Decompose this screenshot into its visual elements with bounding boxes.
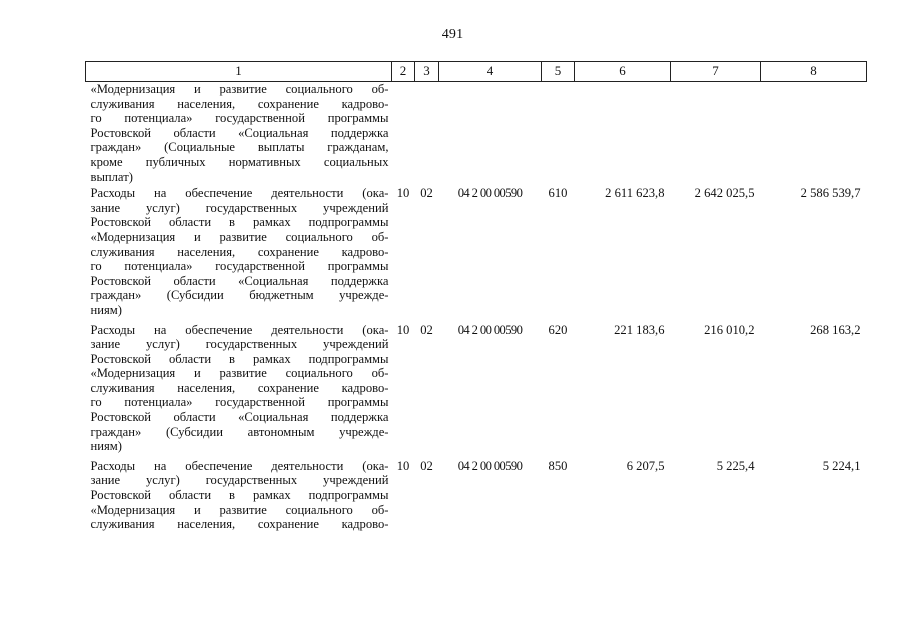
description-line: служивания населения, сохранение кадрово- xyxy=(90,244,389,259)
description-line: «Модернизация и развитие социального об- xyxy=(90,366,389,381)
row-description xyxy=(86,321,392,457)
description-line: го потенциала» государственной программы xyxy=(90,395,389,410)
column-header-7: 7 xyxy=(671,62,761,82)
cell-target-code: 04 2 00 00590 xyxy=(457,458,523,473)
cell-amount-7: 216 010,2 xyxy=(704,322,755,337)
cell-amount-6 xyxy=(575,82,671,185)
page-number: 491 xyxy=(441,27,464,42)
cell-subsection: 02 xyxy=(420,186,433,201)
cell-section xyxy=(392,82,415,185)
cell-expense-type: 610 xyxy=(548,186,568,201)
description-line: ниям) xyxy=(90,302,122,317)
cell-expense-type: 620 xyxy=(548,322,568,337)
description-line: Ростовской области «Социальная поддержка xyxy=(90,410,389,425)
row-description xyxy=(86,457,392,535)
description-line: Ростовской области «Социальная поддержка xyxy=(90,273,389,288)
row-description xyxy=(86,184,392,320)
cell-amount-8 xyxy=(761,82,867,185)
column-header-5: 5 xyxy=(542,62,575,82)
cell-subsection xyxy=(415,82,439,185)
cell-target-code: 04 2 00 00590 xyxy=(457,186,523,201)
row-description xyxy=(86,82,392,185)
table-row xyxy=(86,457,867,535)
cell-expense-type xyxy=(542,82,575,185)
cell-subsection: 02 xyxy=(420,322,433,337)
description-line: выплат) xyxy=(90,169,133,184)
cell-target-code: 04 2 00 00590 xyxy=(457,322,523,337)
cell-amount-7 xyxy=(671,82,761,185)
table-row xyxy=(86,321,867,457)
description-line: Расходы на обеспечение деятельности (ока- xyxy=(90,458,389,473)
description-line: служивания населения, сохранение кадрово- xyxy=(90,380,389,395)
description-line: Ростовской области в рамках подпрограммы xyxy=(90,351,389,366)
cell-amount-8: 2 586 539,7 xyxy=(800,186,861,201)
description-line: «Модернизация и развитие социального об- xyxy=(90,82,389,96)
column-header-8: 8 xyxy=(761,62,867,82)
description-line: служивания населения, сохранение кадрово- xyxy=(90,517,389,532)
cell-amount-8: 268 163,2 xyxy=(810,322,861,337)
cell-amount-7: 5 225,4 xyxy=(716,458,755,473)
description-line: Ростовской области в рамках подпрограммы xyxy=(90,215,389,230)
cell-amount-8: 5 224,1 xyxy=(822,458,861,473)
description-line: ниям) xyxy=(90,439,122,454)
description-line: го потенциала» государственной программы xyxy=(90,111,389,126)
cell-amount-6: 221 183,6 xyxy=(614,322,665,337)
description-line: граждан» (Социальные выплаты гражданам, xyxy=(90,140,389,155)
column-header-3: 3 xyxy=(415,62,439,82)
table-row xyxy=(86,184,867,320)
description-line: зание услуг) государственных учреждений xyxy=(90,200,389,215)
description-line: служивания населения, сохранение кадрово- xyxy=(90,96,389,111)
description-line: Ростовской области в рамках подпрограммы xyxy=(90,488,389,503)
header-row xyxy=(86,62,867,82)
column-header-2: 2 xyxy=(392,62,415,82)
description-line: кроме публичных нормативных социальных xyxy=(90,154,389,169)
description-line: граждан» (Субсидии автономным учрежде- xyxy=(90,424,389,439)
description-line: зание услуг) государственных учреждений xyxy=(90,337,389,352)
column-header-4: 4 xyxy=(439,62,542,82)
description-line: Расходы на обеспечение деятельности (ока- xyxy=(90,186,389,201)
description-line: го потенциала» государственной программы xyxy=(90,259,389,274)
table-row xyxy=(86,82,867,185)
cell-section: 10 xyxy=(396,458,410,473)
description-line: Расходы на обеспечение деятельности (ока- xyxy=(90,322,389,337)
cell-amount-6: 2 611 623,8 xyxy=(605,186,665,201)
column-header-1: 1 xyxy=(86,62,392,82)
cell-section: 10 xyxy=(396,186,410,201)
description-line: зание услуг) государственных учреждений xyxy=(90,473,389,488)
cell-section: 10 xyxy=(396,322,410,337)
description-line: «Модернизация и развитие социального об- xyxy=(90,502,389,517)
cell-expense-type: 850 xyxy=(548,458,568,473)
cell-amount-7: 2 642 025,5 xyxy=(694,186,755,201)
cell-target-code xyxy=(439,82,542,185)
description-line: «Модернизация и развитие социального об- xyxy=(90,229,389,244)
cell-amount-6: 6 207,5 xyxy=(626,458,665,473)
column-header-6: 6 xyxy=(575,62,671,82)
budget-table xyxy=(85,61,867,535)
description-line: Ростовской области «Социальная поддержка xyxy=(90,125,389,140)
description-line: граждан» (Субсидии бюджетным учрежде- xyxy=(90,288,389,303)
cell-subsection: 02 xyxy=(420,458,433,473)
